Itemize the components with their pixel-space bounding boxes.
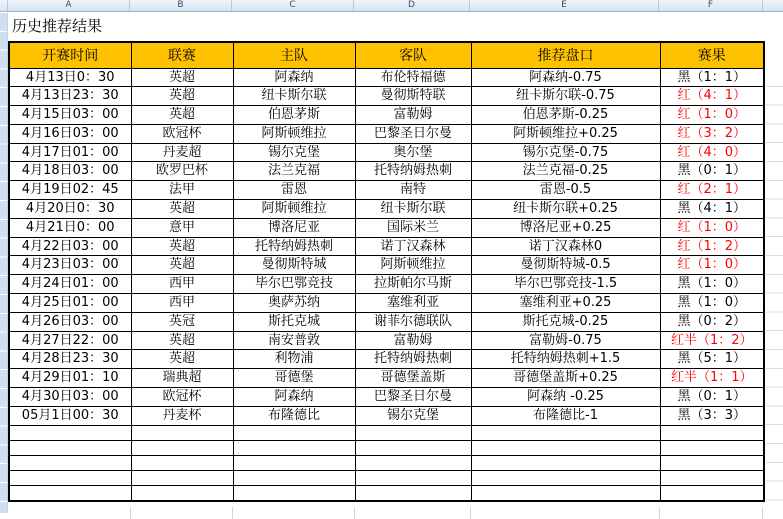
empty-cell[interactable] [131,425,233,440]
cell-handicap[interactable]: 伯恩茅斯-0.25 [471,106,660,125]
cell-handicap[interactable]: 法兰克福-0.25 [471,162,660,181]
cell-league[interactable]: 丹麦超 [131,143,233,162]
empty-cell[interactable] [660,456,764,471]
cell-kickoff-time[interactable]: 4月30日03：00 [9,388,131,407]
table-row [9,350,764,369]
cell-kickoff-time[interactable]: 4月27日22：00 [9,331,131,350]
cell-handicap[interactable]: 毕尔巴鄂竞技-1.5 [471,275,660,294]
cell-league[interactable]: 西甲 [131,294,233,313]
cell-handicap[interactable]: 阿森纳 -0.25 [471,388,660,407]
bottom-gridline [354,507,355,519]
table-row [9,275,764,294]
results-table [8,41,765,502]
cell-away-team[interactable]: 巴黎圣日尔曼 [355,124,471,143]
empty-cell[interactable] [9,425,131,440]
empty-cell[interactable] [471,425,660,440]
cell-home-team[interactable]: 锡尔克堡 [233,143,355,162]
cell-league[interactable]: 欧罗巴杯 [131,162,233,181]
cell-league[interactable]: 欧冠杯 [131,388,233,407]
cell-away-team[interactable]: 国际米兰 [355,218,471,237]
cell-league[interactable]: 英超 [131,87,233,106]
bottom-gridline [232,507,233,519]
cell-result[interactable]: 红（2：1） [660,181,764,200]
header-cell-league[interactable]: 联赛 [131,42,233,68]
empty-cell[interactable] [471,440,660,455]
cell-kickoff-time[interactable]: 4月20日0：30 [9,200,131,219]
cell-kickoff-time[interactable]: 4月24日01：00 [9,275,131,294]
cell-handicap[interactable]: 锡尔克堡-0.75 [471,143,660,162]
cell-handicap[interactable]: 斯托克城-0.25 [471,312,660,331]
cell-kickoff-time[interactable]: 4月15日03：00 [9,106,131,125]
cell-away-team[interactable]: 谢菲尔德联队 [355,312,471,331]
empty-cell[interactable] [9,440,131,455]
cell-home-team[interactable]: 雷恩 [233,181,355,200]
empty-cell[interactable] [355,486,471,501]
cell-away-team[interactable]: 哥德堡盖斯 [355,369,471,388]
cell-away-team[interactable]: 阿斯顿维拉 [355,256,471,275]
cell-handicap[interactable]: 纽卡斯尔联-0.75 [471,87,660,106]
cell-away-team[interactable]: 巴黎圣日尔曼 [355,388,471,407]
empty-row [9,440,764,455]
cell-away-team[interactable]: 拉斯帕尔马斯 [355,275,471,294]
cell-league[interactable]: 英冠 [131,312,233,331]
cell-handicap[interactable]: 纽卡斯尔联+0.25 [471,200,660,219]
cell-league[interactable]: 英超 [131,350,233,369]
cell-result[interactable]: 黑（0：1） [660,388,764,407]
column-header-f[interactable]: F [659,0,763,11]
table-row [9,388,764,407]
table-row [9,406,764,425]
table-row [9,331,764,350]
empty-row [9,425,764,440]
cell-result[interactable]: 黑（0：2） [660,312,764,331]
cell-home-team[interactable]: 伯恩茅斯 [233,106,355,125]
empty-cell[interactable] [233,486,355,501]
bottom-gridline [470,507,471,519]
cell-home-team[interactable]: 利物浦 [233,350,355,369]
cell-handicap[interactable]: 阿森纳-0.75 [471,68,660,87]
empty-cell[interactable] [355,471,471,486]
cell-kickoff-time[interactable]: 4月28日23：30 [9,350,131,369]
empty-row [9,471,764,486]
cell-away-team[interactable]: 塞维利亚 [355,294,471,313]
header-cell-handicap[interactable]: 推荐盘口 [471,42,660,68]
header-row [9,42,764,68]
cell-home-team[interactable]: 阿斯顿维拉 [233,124,355,143]
table-row [9,181,764,200]
cell-away-team[interactable]: 纽卡斯尔联 [355,200,471,219]
cell-kickoff-time[interactable]: 4月26日03：00 [9,312,131,331]
cell-home-team[interactable]: 南安普敦 [233,331,355,350]
cell-league[interactable]: 意甲 [131,218,233,237]
cell-kickoff-time[interactable]: 4月19日02：45 [9,181,131,200]
cell-handicap[interactable]: 塞维利亚+0.25 [471,294,660,313]
cell-home-team[interactable]: 布隆德比 [233,406,355,425]
cell-kickoff-time[interactable]: 05月1日00：30 [9,406,131,425]
cell-handicap[interactable]: 富勒姆-0.75 [471,331,660,350]
bottom-gridline [762,507,763,519]
cell-league[interactable]: 丹麦杯 [131,406,233,425]
cell-result[interactable]: 黑（5：1） [660,350,764,369]
column-header-b[interactable]: B [130,0,232,11]
cell-kickoff-time[interactable]: 4月22日03：00 [9,237,131,256]
empty-cell[interactable] [471,456,660,471]
cell-result[interactable]: 红（1：0） [660,218,764,237]
cell-away-team[interactable]: 南特 [355,181,471,200]
empty-cell[interactable] [131,456,233,471]
cell-kickoff-time[interactable]: 4月29日01：10 [9,369,131,388]
cell-league[interactable]: 英超 [131,256,233,275]
empty-cell[interactable] [355,440,471,455]
empty-cell[interactable] [9,471,131,486]
page-title[interactable]: 历史推荐结果 [12,17,103,35]
empty-cell[interactable] [131,471,233,486]
cell-away-team[interactable]: 奥尔堡 [355,143,471,162]
cell-result[interactable]: 红（1：2） [660,237,764,256]
bottom-gridline [659,507,660,519]
cell-away-team[interactable]: 托特纳姆热刺 [355,162,471,181]
cell-home-team[interactable]: 阿森纳 [233,388,355,407]
cell-result[interactable]: 黑（3：3） [660,406,764,425]
cell-handicap[interactable]: 哥德堡盖斯+0.25 [471,369,660,388]
cell-kickoff-time[interactable]: 4月18日03：00 [9,162,131,181]
cell-home-team[interactable]: 博洛尼亚 [233,218,355,237]
cell-league[interactable]: 瑞典超 [131,369,233,388]
empty-cell[interactable] [131,486,233,501]
cell-home-team[interactable]: 毕尔巴鄂竞技 [233,275,355,294]
cell-league[interactable]: 西甲 [131,275,233,294]
cell-result[interactable]: 红（1：0） [660,106,764,125]
empty-cell[interactable] [355,456,471,471]
cell-result[interactable]: 红（4：1） [660,87,764,106]
empty-cell[interactable] [355,425,471,440]
table-row [9,124,764,143]
cell-away-team[interactable]: 托特纳姆热刺 [355,350,471,369]
empty-cell[interactable] [9,456,131,471]
cell-home-team[interactable]: 法兰克福 [233,162,355,181]
empty-cell[interactable] [471,486,660,501]
table-row [9,312,764,331]
table-row [9,200,764,219]
cell-result[interactable]: 红（1：0） [660,256,764,275]
empty-cell[interactable] [9,486,131,501]
cell-home-team[interactable]: 托特纳姆热刺 [233,237,355,256]
table-row [9,369,764,388]
cell-result[interactable]: 黑（1：1） [660,68,764,87]
cell-away-team[interactable]: 富勒姆 [355,106,471,125]
cell-away-team[interactable]: 布伦特福德 [355,68,471,87]
cell-kickoff-time[interactable]: 4月17日01：00 [9,143,131,162]
column-header-d[interactable]: D [354,0,470,11]
bottom-gridline [130,507,131,519]
cell-result[interactable]: 红半（1：1） [660,369,764,388]
cell-handicap[interactable]: 雷恩-0.5 [471,181,660,200]
empty-cell[interactable] [233,440,355,455]
cell-league[interactable]: 英超 [131,68,233,87]
cell-kickoff-time[interactable]: 4月23日03：00 [9,256,131,275]
cell-league[interactable]: 英超 [131,200,233,219]
cell-league[interactable]: 英超 [131,331,233,350]
results-tbody [9,68,764,501]
empty-cell[interactable] [233,456,355,471]
cell-home-team[interactable]: 阿斯顿维拉 [233,200,355,219]
table-row [9,143,764,162]
table-row [9,256,764,275]
column-header-strip [0,0,783,12]
empty-cell[interactable] [660,425,764,440]
cell-home-team[interactable]: 哥德堡 [233,369,355,388]
empty-row [9,486,764,501]
table-row [9,68,764,87]
empty-cell[interactable] [233,471,355,486]
header-cell-result[interactable]: 赛果 [660,42,764,68]
cell-home-team[interactable]: 斯托克城 [233,312,355,331]
select-all-corner[interactable] [0,0,8,11]
empty-cell[interactable] [660,440,764,455]
cell-league[interactable]: 英超 [131,237,233,256]
cell-kickoff-time[interactable]: 4月13日23：30 [9,87,131,106]
cell-away-team[interactable]: 富勒姆 [355,331,471,350]
empty-cell[interactable] [660,486,764,501]
cell-league[interactable]: 英超 [131,106,233,125]
cell-result[interactable]: 黑（1：0） [660,275,764,294]
cell-kickoff-time[interactable]: 4月21日0：00 [9,218,131,237]
cell-home-team[interactable]: 曼彻斯特城 [233,256,355,275]
empty-cell[interactable] [471,471,660,486]
cell-result[interactable]: 黑（1：0） [660,294,764,313]
cell-away-team[interactable]: 诺丁汉森林 [355,237,471,256]
right-gridlines [766,68,783,505]
cell-result[interactable]: 红半（1：2） [660,331,764,350]
cell-result[interactable]: 红（4：0） [660,143,764,162]
column-header-e[interactable]: E [470,0,659,11]
empty-cell[interactable] [660,471,764,486]
table-row [9,294,764,313]
cell-kickoff-time[interactable]: 4月13日0：30 [9,68,131,87]
cell-kickoff-time[interactable]: 4月25日01：00 [9,294,131,313]
row-header-strip [0,13,8,513]
header-cell-time[interactable]: 开赛时间 [9,42,131,68]
cell-handicap[interactable]: 曼彻斯特城-0.5 [471,256,660,275]
cell-result[interactable]: 黑（0：1） [660,162,764,181]
cell-league[interactable]: 欧冠杯 [131,124,233,143]
cell-away-team[interactable]: 曼彻斯特联 [355,87,471,106]
cell-handicap[interactable]: 阿斯顿维拉+0.25 [471,124,660,143]
header-cell-away[interactable]: 客队 [355,42,471,68]
cell-kickoff-time[interactable]: 4月16日03：00 [9,124,131,143]
header-cell-home[interactable]: 主队 [233,42,355,68]
cell-result[interactable]: 红（3：2） [660,124,764,143]
table-row [9,106,764,125]
table-row [9,87,764,106]
cell-handicap[interactable]: 布隆德比-1 [471,406,660,425]
cell-home-team[interactable]: 奥萨苏纳 [233,294,355,313]
empty-cell[interactable] [131,440,233,455]
empty-row [9,456,764,471]
column-header-c[interactable]: C [232,0,354,11]
cell-home-team[interactable]: 阿森纳 [233,68,355,87]
table-row [9,237,764,256]
cell-home-team[interactable]: 纽卡斯尔联 [233,87,355,106]
cell-handicap[interactable]: 诺丁汉森林0 [471,237,660,256]
column-header-a[interactable]: A [8,0,130,11]
cell-handicap[interactable]: 托特纳姆热刺+1.5 [471,350,660,369]
cell-league[interactable]: 法甲 [131,181,233,200]
cell-away-team[interactable]: 锡尔克堡 [355,406,471,425]
table-row [9,162,764,181]
cell-result[interactable]: 黑（4：1） [660,200,764,219]
cell-handicap[interactable]: 博洛尼亚+0.25 [471,218,660,237]
table-row [9,218,764,237]
empty-cell[interactable] [233,425,355,440]
